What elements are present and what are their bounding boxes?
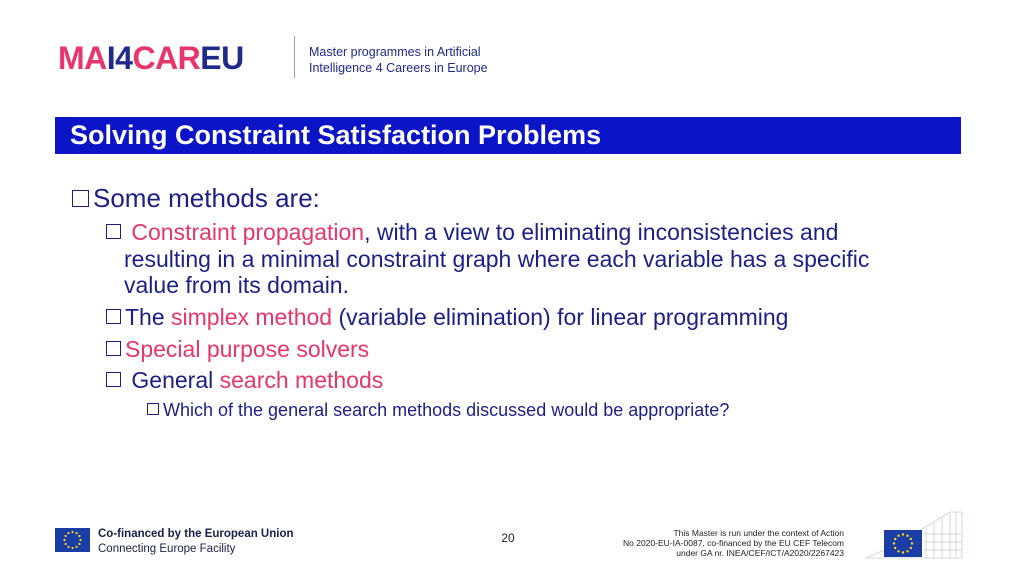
sub-bullet-question: [147, 399, 729, 421]
highlight-text: Constraint propagation: [131, 219, 365, 245]
facility-text: Connecting Europe Facility: [98, 543, 236, 555]
bullet-text: , with a view to eliminating inconsistencies and: [364, 219, 839, 245]
action-line-3: under GA nr. INEA/CEF/ICT/A2020/2267423: [676, 548, 844, 558]
tagline-line-2: Intelligence 4 Careers in Europe: [309, 61, 488, 75]
checkbox-bullet-icon: [106, 341, 121, 356]
tagline-line-1: Master programmes in Artificial: [309, 45, 481, 59]
checkbox-bullet-icon: [106, 224, 121, 239]
bullet-special-purpose-solvers: [106, 336, 369, 363]
bullet-continuation-1: resulting in a minimal constraint graph where each variable has a specific: [124, 246, 870, 272]
checkbox-bullet-icon: [106, 309, 121, 324]
main-bullet: [72, 182, 320, 214]
page-number: 20: [501, 531, 515, 545]
checkbox-bullet-icon: [106, 372, 121, 387]
slide-title: Solving Constraint Satisfaction Problems: [70, 120, 602, 150]
sub-bullet-text: Which of the general search methods discussed would be appropriate?: [163, 400, 730, 420]
action-line-2: No 2020-EU-IA-0087, co-financed by the EU CEF Telecom: [623, 538, 844, 548]
bullet-general-search-methods: [106, 367, 383, 394]
highlight-text: search methods: [219, 367, 384, 393]
cofinanced-text: Co-financed by the European Union: [98, 528, 294, 540]
highlight-text: Special purpose solvers: [125, 336, 370, 362]
highlight-text: simplex method: [171, 304, 333, 330]
bullet-continuation-2: value from its domain.: [124, 272, 349, 298]
main-bullet-text: Some methods are:: [93, 183, 320, 213]
bullet-prefix: The: [125, 304, 172, 330]
checkbox-bullet-icon: [147, 403, 159, 415]
logo-part-eu: EU: [200, 40, 244, 76]
bullet-constraint-propagation: [106, 219, 838, 246]
eu-flag-icon: [884, 530, 922, 557]
action-notice: [623, 528, 844, 558]
logo-part-i4: I4: [106, 40, 133, 76]
logo-part-car: CAR: [132, 40, 201, 76]
checkbox-bullet-icon: [72, 190, 89, 207]
bullet-text: (variable elimination) for linear programming: [332, 304, 789, 330]
logo-part-ma: MA: [58, 40, 107, 76]
eu-flag-icon: [55, 528, 90, 552]
action-line-1: This Master is run under the context of Action: [673, 528, 844, 538]
bullet-prefix: General: [131, 367, 220, 393]
bullet-simplex-method: [106, 304, 788, 331]
cofinanced-label: [98, 527, 294, 557]
